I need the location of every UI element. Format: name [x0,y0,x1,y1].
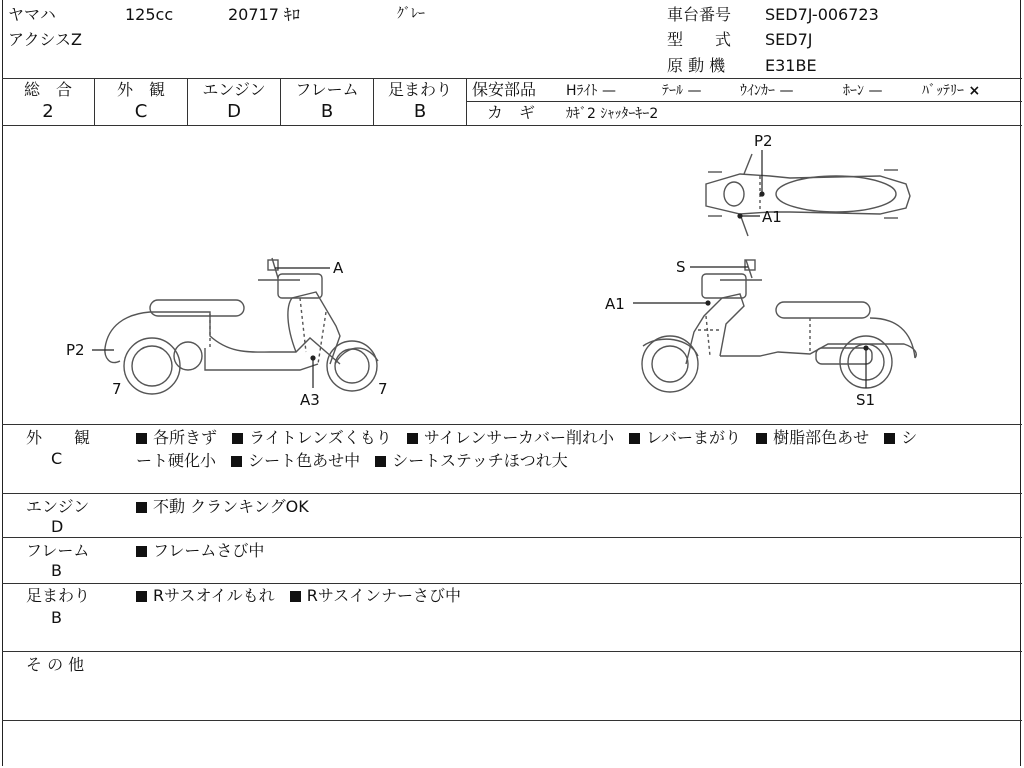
body-color: ｸﾞﾚｰ [397,6,425,22]
note-frame-items: フレームさび中 [136,541,274,561]
grade-suspension-label: 足まわり [387,80,452,99]
grade-total-label: 総 合 [23,80,72,99]
diagram-label-p2-top: P2 [754,132,773,150]
grade-frame-label: フレーム [295,80,359,99]
safety-item-headlight: Hﾗｲﾄ — [566,83,616,99]
safety-item-winker: ｳｲﾝｶｰ — [740,83,794,99]
grade-exterior-value: C [134,101,148,122]
key-label: カ ギ [487,103,536,122]
grade-engine-label: エンジン [202,80,266,99]
displacement: 125cc [125,5,174,24]
model-name: アクシスZ [8,30,83,49]
key-value: ｶｷﾞ2 ｼｬｯﾀｰｷｰ2 [566,106,659,122]
grade-total-value: 2 [42,101,54,122]
safety-item-battery: ﾊﾞｯﾃﾘｰ × [922,83,981,99]
safety-item-horn: ﾎｰﾝ — [843,83,883,99]
note-suspension-category: 足まわり [26,586,91,605]
scooter-top-view [706,154,910,236]
diagram-label-s1: S1 [856,391,876,409]
note-exterior-items-line2: ート硬化小 シート色あせ中 シートステッチほつれ大 [136,451,568,470]
diagram-label-a: A [333,259,344,277]
diagram-label-a1-right: A1 [605,295,625,313]
type-value: SED7J [765,30,813,49]
note-exterior-category: 外 観 [26,428,91,447]
diagram-label-s: S [676,258,686,276]
diagram-label-a3: A3 [300,391,320,409]
engine-value: E31BE [765,56,817,75]
note-frame-category: フレーム [26,541,90,560]
grade-engine-value: D [227,101,241,122]
note-engine-category: エンジン [26,497,90,516]
grade-frame-value: B [320,101,334,122]
diagram-label-7-left: 7 [112,380,122,398]
grade-suspension-value: B [413,101,427,122]
safety-item-tail: ﾃｰﾙ — [662,83,702,99]
note-engine-grade: D [51,517,64,536]
note-other-category: そ の 他 [26,655,85,674]
diagram-label-a1-top: A1 [762,208,782,226]
maker: ヤマハ [8,5,56,24]
diagram-label-p2-left: P2 [66,341,85,359]
frame-no-label: 車台番号 [667,5,732,24]
note-exterior-grade: C [51,449,63,468]
scooter-diagram [0,126,1024,424]
engine-label: 原 動 機 [667,56,726,75]
scooter-right-view [642,260,916,392]
frame-no: SED7J-006723 [765,5,879,24]
grade-exterior-label: 外 観 [116,80,165,99]
scooter-left-view [105,258,378,394]
diagram-label-7-right: 7 [378,380,388,398]
note-suspension-items: Rサスオイルもれ Rサスインナーさび中 [136,586,471,606]
note-suspension-grade: B [51,608,62,627]
note-frame-grade: B [51,561,62,580]
mileage: 20717 ｷﾛ [228,5,300,24]
safety-label: 保安部品 [472,80,537,99]
type-label: 型 式 [667,30,732,49]
note-exterior-items: 各所きず ライトレンズくもり サイレンサーカバー削れ小 レバーまがり 樹脂部色あせ シ [136,428,917,448]
note-engine-items: 不動 クランキングOK [136,497,319,517]
